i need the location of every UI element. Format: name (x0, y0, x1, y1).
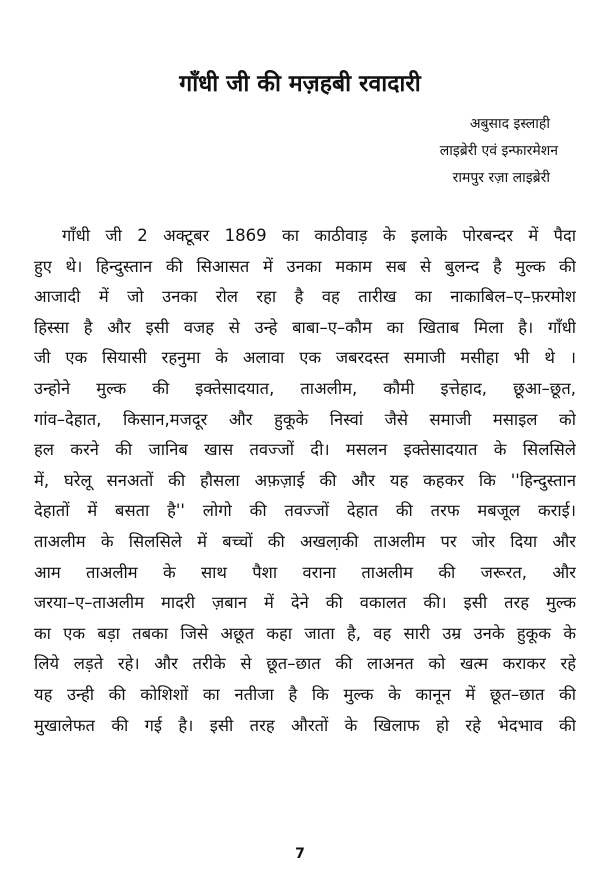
text-line: गांव–देहात, किसान,मजदूर और हुकूके निस्वां जैसे समाजी मसाइल को (34, 409, 576, 429)
page-number: 7 (295, 846, 305, 862)
author-name: अबुसाद इस्लाही (469, 116, 550, 132)
body-text (34, 221, 576, 741)
text-line: जी एक सियासी रहनुमा के अलावा एक जबरदस्त समाजी मसीहा भी थे । (34, 348, 576, 368)
text-line: गाँधी जी 2 अक्टूबर 1869 का काठीवाड़ के इलाके पोरबन्दर में पैदा (62, 226, 576, 245)
text-line: आजादी में जो उनका रोल रहा है वह तारीख का नाकाबिल–ए–फ़रमोश (34, 287, 576, 307)
text-line: हल करने की जानिब खास तवज्जों दी। मसलन इक्तेसादयात के सिलसिले (34, 440, 576, 460)
text-line: हुए थे। हिन्दुस्तान की सिआसत में उनका मकाम सब से बुलन्द है मुल्क की (34, 256, 576, 276)
text-line: जरया–ए–ताअलीम मादरी ज़बान में देने की वकालत की। इसी तरह मुल्क (34, 593, 576, 613)
text-line: आम ताअलीम के साथ पैशा वराना ताअलीम की जरूरत, और (34, 562, 576, 582)
text-line: में, घरेलू सनअतों की हौसला अफ़ज़ाई की और यह कहकर कि ''हिन्दुस्तान (34, 470, 576, 490)
author-department: लाइब्रेरी एवं इन्फारमेशन (439, 143, 558, 159)
text-line: हिस्सा है और इसी वजह से उन्हे बाबा–ए–कौम का खिताब मिला है। गाँधी (34, 317, 576, 337)
text-line: लिये लड़ते रहे। और तरीके से छूत–छात की लाअनत को खत्म कराकर रहे (34, 654, 576, 674)
page-title: गाँधी जी की मज़हबी रवादारी (179, 71, 421, 97)
text-line: का एक बड़ा तबका जिसे अछूत कहा जाता है, वह सारी उम्र उनके हुकूक के (34, 623, 576, 643)
text-line: मुखालेफत की गई है। इसी तरह औरतों के खिलाफ हो रहे भेदभाव की (34, 715, 576, 735)
text-line: यह उन्ही की कोशिशों का नतीजा है कि मुल्क के कानून में छूत–छात की (34, 684, 576, 704)
text-line: उन्होने मुल्क की इक्तेसादयात, ताअलीम, कौमी इत्तेहाद, छूआ–छूत, (34, 378, 576, 398)
text-line: देहातों में बसता है'' लोगो की तवज्जों देहात की तरफ मबजूल कराई। (34, 501, 576, 521)
author-institution: रामपुर रज़ा लाइब्रेरी (452, 170, 550, 186)
text-line: ताअलीम के सिलसिले में बच्चों की अखला़की ताअलीम पर जोर दिया और (34, 531, 576, 551)
